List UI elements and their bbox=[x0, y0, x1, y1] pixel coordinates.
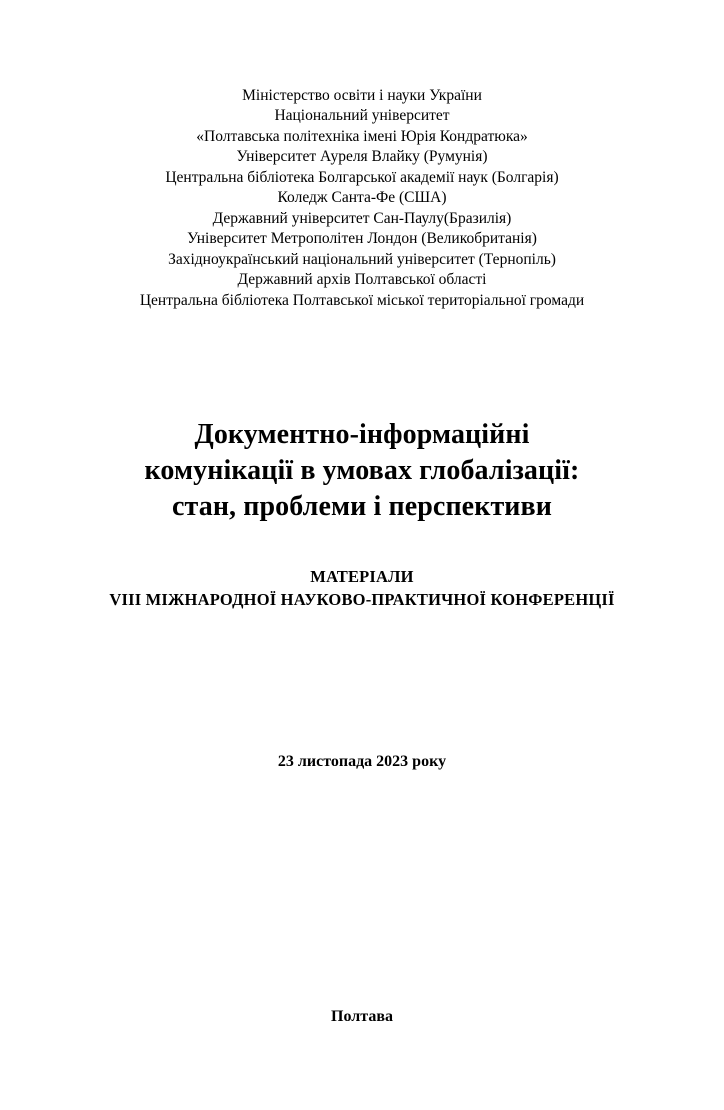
page-title bbox=[60, 417, 664, 524]
organizer-item: Міністерство освіти і науки України bbox=[242, 87, 482, 104]
organizer-item: Західноукраїнський національний університет (Тернопіль) bbox=[168, 250, 556, 268]
organizer-item: Національний університет bbox=[274, 107, 450, 125]
organizer-item: «Полтавська політехніка імені Юрія Кондратюка» bbox=[196, 127, 528, 145]
conference-label: VIII МІЖНАРОДНОЇ НАУКОВО-ПРАКТИЧНОЇ КОНФЕРЕНЦІЇ bbox=[109, 589, 615, 609]
organizer-item: Університет Ауреля Влайку (Румунія) bbox=[236, 148, 488, 166]
organizer-item: Центральна бібліотека Болгарської академії наук (Болгарія) bbox=[165, 168, 559, 186]
organizer-item: Коледж Санта-Фе (США) bbox=[277, 189, 447, 207]
materials-label: МАТЕРІАЛИ bbox=[310, 567, 414, 587]
page-title-line: комунікації в умовах глобалізації: bbox=[144, 454, 580, 486]
materials-subtitle bbox=[60, 566, 664, 611]
page-title-line: Документно-інформаційні bbox=[194, 418, 530, 450]
title-page bbox=[0, 86, 724, 1110]
organizer-item: Центральна бібліотека Полтавської міської територіальної громади bbox=[139, 291, 585, 309]
title-block bbox=[60, 417, 664, 611]
publication-city: Полтава bbox=[331, 1008, 393, 1025]
conference-date: 23 листопада 2023 року bbox=[277, 753, 447, 770]
organizer-item: Державний архів Полтавської області bbox=[237, 271, 487, 289]
organizer-item: Державний університет Сан-Паулу(Бразилія) bbox=[212, 209, 512, 227]
organizer-item: Університет Метрополітен Лондон (Великобританія) bbox=[187, 230, 537, 248]
page-title-line: стан, проблеми і перспективи bbox=[172, 490, 552, 522]
organizers-list bbox=[60, 86, 664, 311]
